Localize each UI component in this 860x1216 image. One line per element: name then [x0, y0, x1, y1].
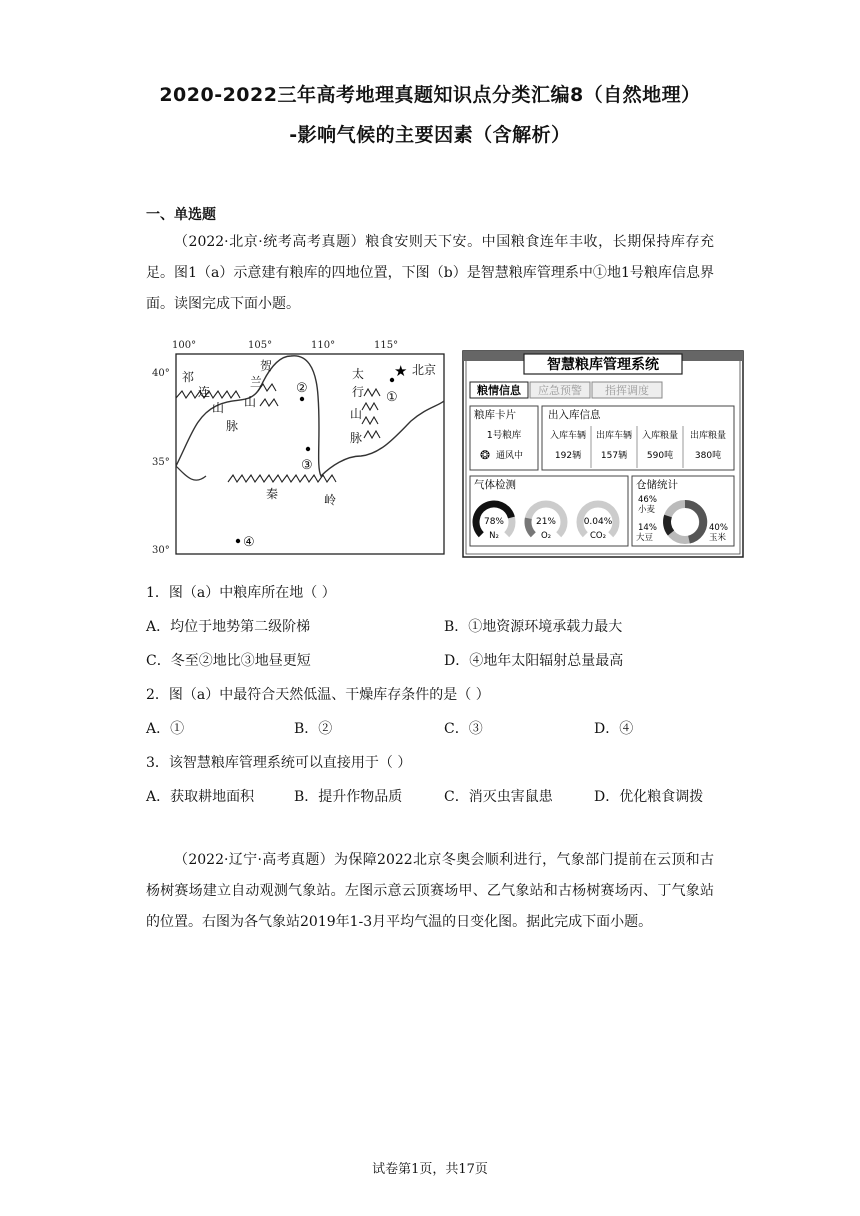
card-title: 粮库卡片: [474, 409, 516, 421]
qilian-label: 山: [212, 401, 225, 415]
point-2: [300, 397, 304, 401]
storage-label: 小麦: [638, 505, 656, 515]
storage-label: 大豆: [636, 533, 654, 543]
q2-option-a: A．①: [146, 721, 185, 737]
q2-option-d: D．④: [594, 721, 634, 737]
lon-label: 110°: [311, 340, 336, 351]
helan-label: 兰: [250, 375, 263, 389]
q1-option-a: A．均位于地势第二级阶梯: [146, 619, 311, 635]
io-value: 590吨: [646, 451, 674, 461]
taihang-label: 山: [350, 407, 363, 421]
q1-option-b: B．①地资源环境承载力最大: [444, 619, 623, 635]
q1-option-c: C．冬至②地比③地昼更短: [146, 653, 311, 669]
qinling-label: 岭: [324, 493, 337, 507]
system-title: 智慧粮库管理系统: [547, 357, 659, 373]
lat-label: 40°: [152, 368, 170, 379]
point-label: ②: [296, 381, 308, 396]
storage-label: 玉米: [709, 533, 727, 543]
helan-label: 山: [244, 395, 257, 409]
question-3-stem: 3．该智慧粮库管理系统可以直接用于（ ）: [146, 755, 412, 771]
qilian-label: 祁: [182, 370, 195, 384]
lon-label: 105°: [248, 340, 273, 351]
lon-label: 100°: [172, 340, 197, 351]
taihang-label: 脉: [350, 431, 363, 445]
point-label: ③: [301, 458, 313, 473]
gas-label: N₂: [489, 531, 499, 541]
io-header: 出库车辆: [595, 431, 633, 441]
gas-label: O₂: [540, 531, 552, 541]
storage-value: 40%: [709, 523, 728, 533]
gas-value: 78%: [483, 517, 505, 527]
q3-option-d: D．优化粮食调拨: [594, 789, 704, 805]
point-label: ①: [386, 390, 398, 405]
point-3: [306, 447, 310, 451]
storage-value: 14%: [638, 523, 657, 533]
storage-title: 仓储统计: [636, 479, 678, 491]
tab-emergency[interactable]: 应急预警: [538, 384, 582, 397]
card-status: 通风中: [496, 451, 524, 461]
card-name: 1号粮库: [486, 430, 522, 441]
beijing-label: 北京: [412, 363, 437, 377]
figure-b-system-panel: [462, 350, 744, 558]
qilian-label: 连: [198, 385, 211, 399]
storage-donut-soy: [667, 516, 671, 533]
gas-value: 0.04%: [583, 517, 613, 527]
point-1: [390, 378, 394, 382]
point-label: ④: [243, 535, 255, 550]
q2-option-c: C．③: [444, 721, 483, 737]
lat-label: 35°: [152, 457, 170, 468]
gas-value: 21%: [535, 517, 557, 527]
figure-a-map: [146, 336, 448, 558]
gas-title: 气体检测: [474, 479, 516, 491]
storage-value: 46%: [638, 495, 657, 505]
q3-option-b: B．提升作物品质: [294, 789, 403, 805]
qinling-label: 秦: [266, 487, 279, 501]
taihang-label: 太: [352, 367, 365, 381]
lon-label: 115°: [374, 340, 399, 351]
io-header: 入库粮量: [641, 431, 679, 441]
lat-label: 30°: [152, 545, 170, 556]
q3-option-c: C．消灭虫害鼠患: [444, 789, 553, 805]
question-2-stem: 2．图（a）中最符合天然低温、干燥库存条件的是（ ）: [146, 687, 490, 703]
beijing-star: ★: [394, 362, 408, 380]
qilian-label: 脉: [226, 419, 239, 433]
passage-1: （2022·北京·统考高考真题）粮食安则天下安。中国粮食连年丰收，长期保持库存充足。图1（a）示意建有粮库的四地位置，下图（b）是智慧粮库管理系中①地1号粮库信息界面。读图完成下面小题。: [146, 234, 714, 312]
io-title: 出入库信息: [548, 409, 601, 421]
tab-dispatch[interactable]: 指挥调度: [605, 384, 649, 397]
tab-grain-info[interactable]: 粮情信息: [477, 384, 521, 397]
io-value: 192辆: [554, 451, 582, 461]
gas-label: CO₂: [589, 531, 607, 541]
map-frame: [176, 354, 444, 554]
q1-option-d: D．④地年太阳辐射总量最高: [444, 653, 624, 669]
point-4: [236, 539, 240, 543]
section-heading: 一、单选题: [146, 207, 216, 223]
q2-option-b: B．②: [294, 721, 333, 737]
io-value: 380吨: [694, 451, 722, 461]
q3-option-a: A．获取耕地面积: [146, 789, 255, 805]
doc-title-line2: -影响气候的主要因素（含解析）: [289, 124, 571, 146]
page-footer: 试卷第1页，共17页: [372, 1162, 488, 1177]
io-value: 157辆: [600, 451, 628, 461]
helan-label: 贺: [260, 359, 273, 373]
question-1-stem: 1．图（a）中粮库所在地（ ）: [146, 585, 336, 601]
taihang-label: 行: [352, 385, 365, 399]
io-header: 入库车辆: [549, 431, 587, 441]
passage-2: （2022·辽宁·高考真题）为保障2022北京冬奥会顺利进行，气象部门提前在云顶和古杨树赛场建立自动观测气象站。左图示意云顶赛场甲、乙气象站和古杨树赛场丙、丁气象站的位置。右图为各气象站2019年1-3月平均气温的日变化图。据此完成下面小题。: [146, 852, 714, 930]
doc-title-line1: 2020-2022三年高考地理真题知识点分类汇编8（自然地理）: [159, 84, 701, 106]
fan-icon: ❂: [480, 448, 491, 462]
io-header: 出库粮量: [689, 431, 727, 441]
